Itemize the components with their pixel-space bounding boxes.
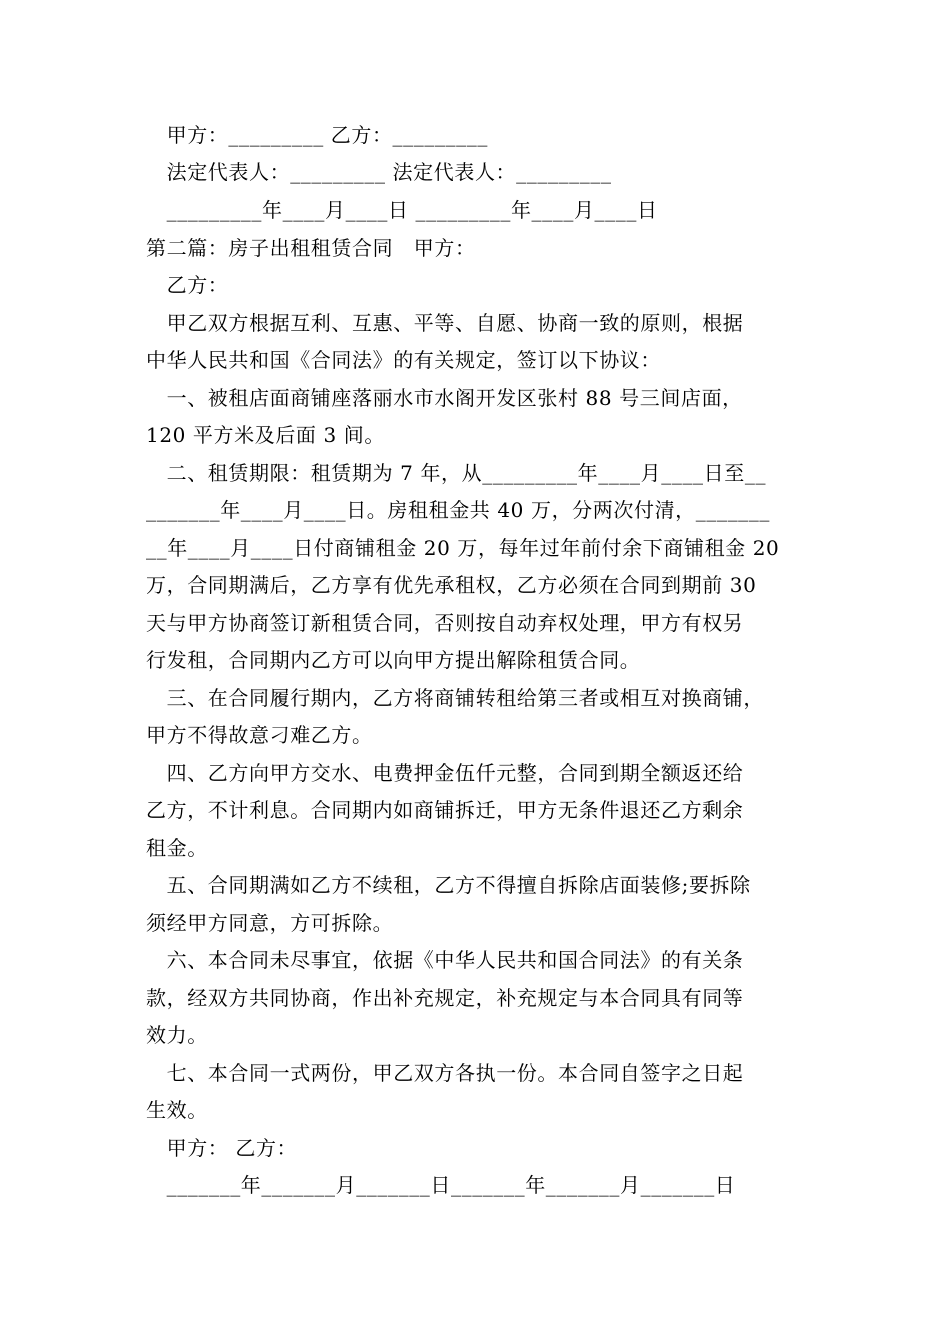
section-title: 第二篇：房子出租租赁合同 甲方： [146,236,476,260]
clause-2-line-4: 万，合同期满后，乙方享有优先承租权，乙方必须在合同到期前 30 [146,573,757,597]
clause-4-line-1: 四、乙方向甲方交水、电费押金伍仟元整，合同到期全额返还给 [146,761,744,785]
signature-date-line: _________年____月____日 _________年____月____日 [146,198,658,222]
party-b-line: 乙方： [146,273,229,297]
clause-5-line-1: 五、合同期满如乙方不续租，乙方不得擅自拆除店面装修;要拆除 [146,873,751,897]
party-names-line: 甲方：_________ 乙方：_________ [146,123,488,147]
legal-representative-line: 法定代表人：_________ 法定代表人：_________ [146,160,612,184]
preamble-line-1: 甲乙双方根据互利、互惠、平等、自愿、协商一致的原则，根据 [146,311,744,335]
clause-3-line-2: 甲方不得故意刁难乙方。 [146,723,373,747]
clause-2-line-3: __年____月____日付商铺租金 20 万，每年过年前付余下商铺租金 20 [146,536,780,560]
final-date-line: _______年_______月_______日_______年_______月_______日 [146,1173,736,1197]
clause-3-line-1: 三、在合同履行期内，乙方将商铺转租给第三者或相互对换商铺， [146,686,764,710]
clause-6-line-1: 六、本合同未尽事宜，依据《中华人民共和国合同法》的有关条 [146,948,744,972]
clause-2-line-1: 二、租赁期限：租赁期为 7 年，从_________年____月____日至__ [146,461,767,485]
clause-7-line-2: 生效。 [146,1098,208,1122]
clause-6-line-3: 效力。 [146,1023,208,1047]
clause-2-line-5: 天与甲方协商签订新租赁合同，否则按自动弃权处理，甲方有权另 [146,611,744,635]
clause-7-line-1: 七、本合同一式两份，甲乙双方各执一份。本合同自签字之日起 [146,1061,744,1085]
clause-5-line-2: 须经甲方同意，方可拆除。 [146,911,394,935]
preamble-line-2: 中华人民共和国《合同法》的有关规定，签订以下协议： [146,348,661,372]
clause-4-line-2: 乙方，不计利息。合同期内如商铺拆迁，甲方无条件退还乙方剩余 [146,798,744,822]
clause-1-line-1: 一、被租店面商铺座落丽水市水阁开发区张村 88 号三间店面， [146,386,743,410]
clause-2-line-6: 行发租，合同期内乙方可以向甲方提出解除租赁合同。 [146,648,641,672]
final-party-line: 甲方： 乙方： [146,1136,298,1160]
clause-6-line-2: 款，经双方共同协商，作出补充规定，补充规定与本合同具有同等 [146,986,744,1010]
clause-4-line-3: 租金。 [146,836,208,860]
clause-2-line-2: _______年____月____日。房租租金共 40 万，分两次付清，_______ [146,498,770,522]
clause-1-line-2: 120 平方米及后面 3 间。 [146,423,385,447]
